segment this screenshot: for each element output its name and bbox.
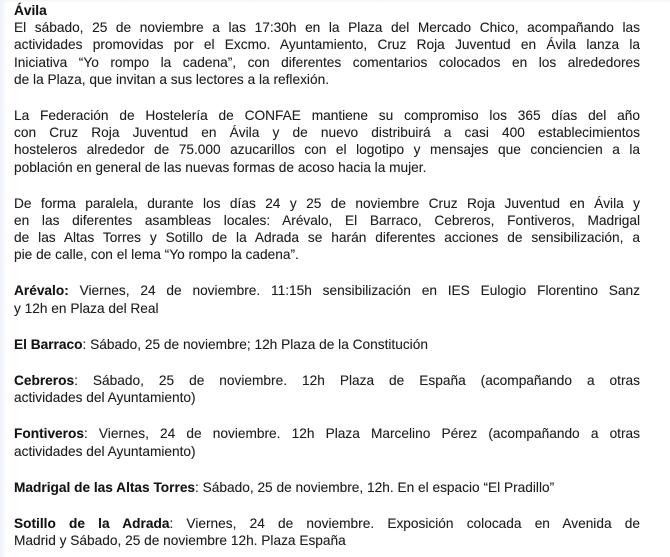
text-line bbox=[14, 300, 640, 317]
body-text: : Sábado, 25 de noviembre, 12h. En el espacio “El Pradillo” bbox=[195, 479, 555, 495]
entry-title-bold-text: Sotillo de la Adrada bbox=[14, 515, 170, 531]
body-text: La Federación de Hostelería de CONFAE mantiene su compromiso los 365 días del año bbox=[14, 107, 640, 123]
body-text: de las Altas Torres y Sotillo de la Adrada se harán diferentes acciones de sensibilización, a bbox=[14, 230, 640, 246]
entry-fontiveros bbox=[14, 425, 640, 459]
body-text: en las diferentes asambleas locales: Arévalo, El Barraco, Cebreros, Fontiveros, Madrigal bbox=[14, 212, 640, 228]
body-text: De forma paralela, durante los días 24 y 25 de noviembre Cruz Roja Juventud en Ávila y bbox=[14, 195, 640, 211]
document-heading: Ávila bbox=[14, 3, 47, 18]
text-line bbox=[14, 389, 640, 406]
entry-madrigal bbox=[14, 479, 640, 496]
body-text: con Cruz Roja Juventud en Ávila y de nuevo distribuirá a casi 400 establecimientos bbox=[14, 125, 640, 141]
text-line bbox=[14, 479, 640, 496]
text-line bbox=[14, 141, 640, 158]
body-text: Madrid y Sábado, 25 de noviembre 12h. Plaza España bbox=[14, 533, 346, 549]
body-text: pie de calle, con el lema “Yo rompo la cadena”. bbox=[14, 247, 299, 263]
text-line bbox=[14, 124, 640, 141]
text-line bbox=[14, 425, 640, 442]
entry-title-bold-text: Arévalo: bbox=[14, 283, 69, 299]
text-line bbox=[14, 54, 640, 71]
body-text: : Sábado, 25 de noviembre; 12h Plaza de la Constitución bbox=[82, 336, 428, 352]
text-line bbox=[14, 229, 640, 246]
body-text: Viernes, 24 de noviembre. 11:15h sensibilización en IES Eulogio Florentino Sanz bbox=[68, 283, 640, 299]
body-text: : Viernes, 24 de noviembre. 12h Plaza Marcelino Pérez (acompañando a otras bbox=[83, 426, 640, 442]
text-line bbox=[14, 336, 640, 353]
entry-arevalo bbox=[14, 282, 640, 316]
document-body bbox=[14, 19, 640, 549]
paragraph-avila-intro bbox=[14, 19, 640, 88]
body-text: Iniciativa “Yo rompo la cadena”, con diferentes comentarios colocados en los alrededores bbox=[14, 54, 640, 70]
body-text: de la Plaza, que invitan a sus lectores a la reflexión. bbox=[14, 71, 329, 87]
body-text: : Viernes, 24 de noviembre. Exposición colocada en Avenida de bbox=[169, 515, 640, 531]
text-line bbox=[14, 532, 640, 549]
entry-cebreros bbox=[14, 372, 640, 406]
text-line bbox=[14, 71, 640, 88]
text-line bbox=[14, 372, 640, 389]
text-line bbox=[14, 195, 640, 212]
entry-title-bold-text: Cebreros bbox=[14, 373, 75, 389]
paragraph-confae bbox=[14, 107, 640, 176]
entry-title-bold-text: Madrigal de las Altas Torres bbox=[14, 479, 196, 495]
body-text: hosteleros alrededor de 75.000 azucarillos con el logotipo y mensajes que conciencien a la bbox=[14, 142, 640, 158]
text-line bbox=[14, 212, 640, 229]
body-text: actividades del Ayuntamiento) bbox=[14, 443, 196, 459]
body-text: El sábado, 25 de noviembre a las 17:30h en la Plaza del Mercado Chico, acompañando las bbox=[14, 20, 640, 36]
body-text: actividades promovidas por el Excmo. Ayuntamiento, Cruz Roja Juventud en Ávila lanza la bbox=[14, 37, 640, 53]
text-line bbox=[14, 107, 640, 124]
text-line bbox=[14, 443, 640, 460]
text-line bbox=[14, 36, 640, 53]
text-line bbox=[14, 246, 640, 263]
body-text: actividades del Ayuntamiento) bbox=[14, 390, 196, 406]
text-line bbox=[14, 159, 640, 176]
entry-sotillo bbox=[14, 515, 640, 549]
entry-barraco bbox=[14, 336, 640, 353]
entry-title-bold-text: El Barraco bbox=[14, 336, 83, 352]
text-line bbox=[14, 515, 640, 532]
document-page bbox=[14, 2, 640, 549]
body-text: población en general de las nuevas formas de acoso hacia la mujer. bbox=[14, 159, 427, 175]
entry-title-bold-text: Fontiveros bbox=[14, 426, 84, 442]
body-text: y 12h en Plaza del Real bbox=[14, 300, 159, 316]
text-line bbox=[14, 282, 640, 299]
body-text: : Sábado, 25 de noviembre. 12h Plaza de España (acompañando a otras bbox=[74, 373, 640, 389]
scan-edge-shading-left bbox=[0, 0, 7, 557]
text-line bbox=[14, 19, 640, 36]
paragraph-asambleas bbox=[14, 195, 640, 264]
